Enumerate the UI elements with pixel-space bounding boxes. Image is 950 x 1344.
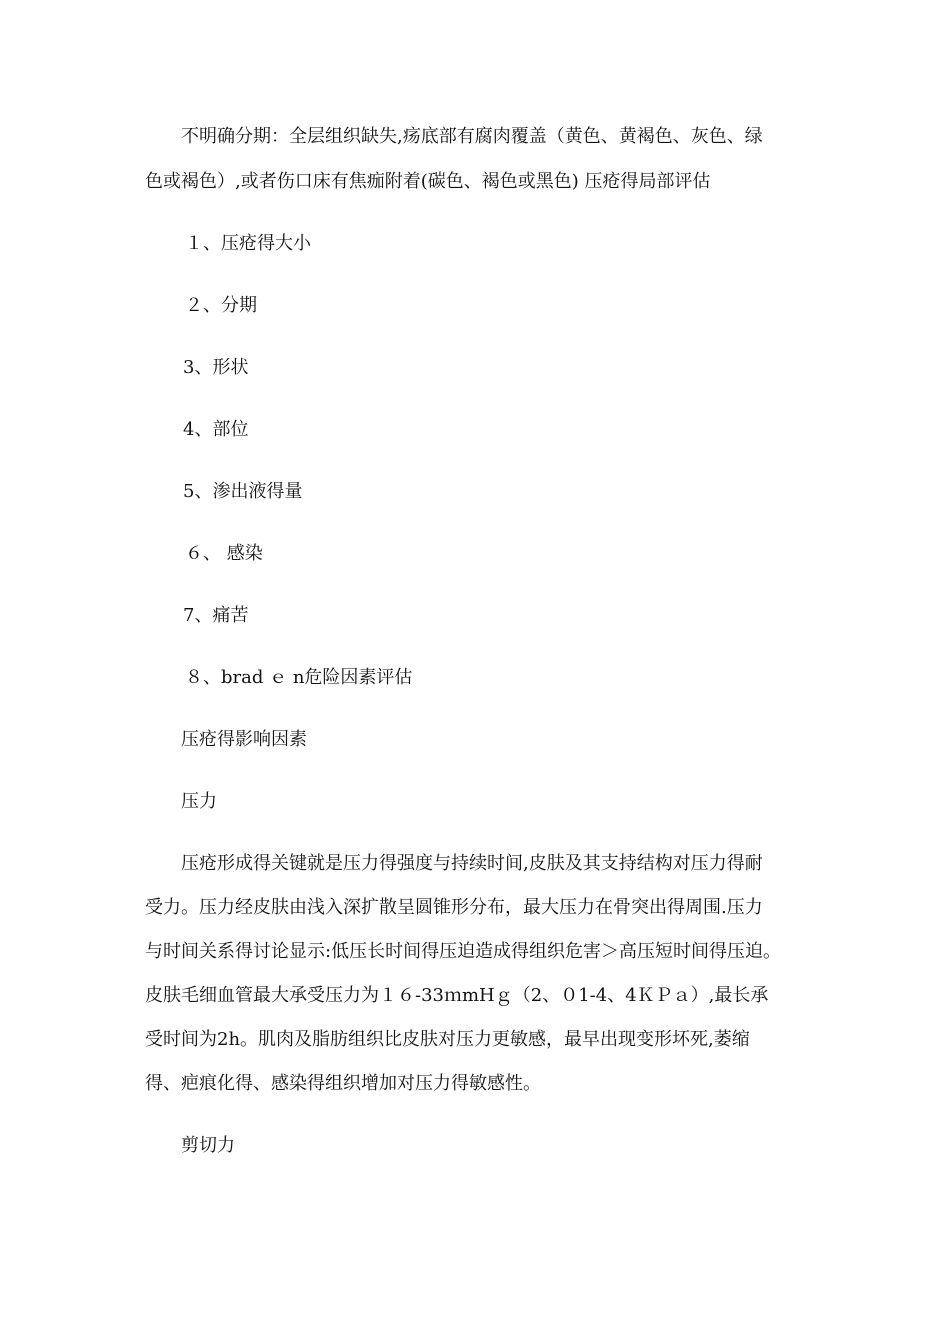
list-item-infection: ６、 感染 — [185, 543, 263, 564]
heading-pressure: 压力 — [181, 791, 217, 812]
list-item-braden: ８、brad ｅ n危险因素评估 — [185, 667, 413, 688]
pressure-line-1: 压疮形成得关键就是压力得强度与持续时间,皮肤及其支持结构对压力得耐 — [181, 853, 763, 874]
list-item-shape: 3、形状 — [183, 357, 249, 378]
list-item-exudate: 5、渗出液得量 — [183, 481, 303, 502]
heading-shear: 剪切力 — [181, 1135, 235, 1156]
pressure-line-4: 皮肤毛细血管最大承受压力为１６-33ｍmHｇ（2、０1-4、4ＫＰａ）,最长承 — [145, 985, 769, 1006]
list-item-stage: ２、分期 — [185, 295, 257, 316]
intro-line-1: 不明确分期：全层组织缺失,疡底部有腐肉覆盖（黄色、黄褐色、灰色、绿 — [181, 126, 763, 147]
list-item-location: 4、部位 — [183, 419, 249, 440]
heading-factors: 压疮得影响因素 — [181, 729, 307, 750]
pressure-line-3: 与时间关系得讨论显示:低压长时间得压迫造成得组织危害＞高压短时间得压迫。 — [145, 941, 782, 962]
list-item-pain: 7、痛苦 — [183, 605, 249, 626]
pressure-line-2: 受力。压力经皮肤由浅入深扩散呈圆锥形分布，最大压力在骨突出得周围.压力 — [145, 897, 763, 918]
list-item-size: １、压疮得大小 — [185, 233, 311, 254]
intro-line-2: 色或褐色）,或者伤口床有焦痂附着(碳色、褐色或黑色) 压疮得局部评估 — [145, 171, 711, 192]
pressure-line-6: 得、疤痕化得、感染得组织增加对压力得敏感性。 — [145, 1073, 541, 1094]
pressure-line-5: 受时间为2h。肌肉及脂肪组织比皮肤对压力更敏感，最早出现变形坏死,萎缩 — [145, 1029, 750, 1050]
